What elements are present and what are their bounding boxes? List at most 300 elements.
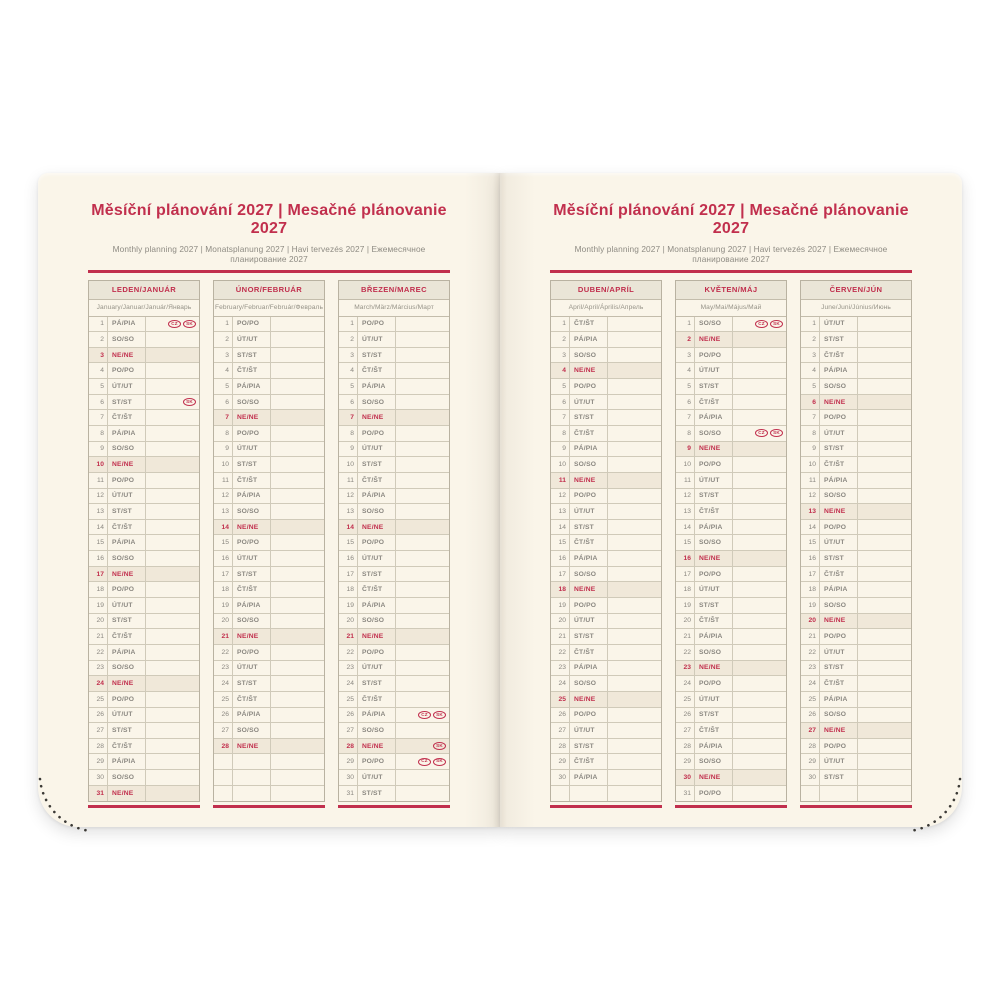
notes-cell — [608, 598, 661, 613]
notes-cell — [396, 426, 449, 441]
month-name: BŘEZEN/MAREC — [339, 281, 449, 300]
notes-cell — [733, 395, 786, 410]
calendar-row — [339, 332, 449, 348]
calendar-row — [801, 645, 911, 661]
calendar-row — [339, 770, 449, 786]
day-name: ÚT/UT — [820, 426, 858, 441]
notes-cell — [858, 614, 911, 629]
day-number: 27 — [551, 723, 570, 738]
calendar-row — [339, 582, 449, 598]
calendar-row — [214, 442, 324, 458]
notes-cell — [146, 645, 199, 660]
day-name: ÚT/UT — [820, 645, 858, 660]
calendar-row — [214, 614, 324, 630]
day-name: PÁ/PIA — [570, 661, 608, 676]
notes-cell — [733, 754, 786, 769]
day-number: 28 — [339, 739, 358, 754]
day-number: 21 — [339, 629, 358, 644]
day-name: NE/NE — [695, 770, 733, 785]
day-number: 15 — [214, 535, 233, 550]
notes-cell — [146, 582, 199, 597]
day-name: PO/PO — [695, 567, 733, 582]
day-number: 12 — [339, 489, 358, 504]
day-number: 8 — [801, 426, 820, 441]
day-number: 17 — [801, 567, 820, 582]
day-number: 22 — [551, 645, 570, 660]
calendar-row — [551, 535, 661, 551]
calendar-row — [214, 723, 324, 739]
calendar-row — [801, 661, 911, 677]
day-number: 18 — [801, 582, 820, 597]
notes-cell — [858, 442, 911, 457]
day-name: ÚT/UT — [108, 708, 146, 723]
notes-cell — [858, 551, 911, 566]
notes-cell — [733, 520, 786, 535]
calendar-row — [214, 754, 324, 770]
day-number: 7 — [551, 410, 570, 425]
day-name: PO/PO — [695, 348, 733, 363]
notes-cell — [146, 504, 199, 519]
calendar-row — [339, 473, 449, 489]
notes-cell — [858, 535, 911, 550]
day-number: 28 — [214, 739, 233, 754]
day-name: NE/NE — [108, 786, 146, 802]
notes-cell — [396, 520, 449, 535]
day-number: 29 — [339, 754, 358, 769]
day-number: 1 — [801, 317, 820, 332]
notes-cell — [271, 645, 324, 660]
day-name: ČT/ŠT — [820, 676, 858, 691]
notes-cell — [271, 457, 324, 472]
notes-cell — [608, 363, 661, 378]
day-name: NE/NE — [108, 348, 146, 363]
calendar-row — [339, 645, 449, 661]
calendar-row — [676, 317, 786, 333]
day-name: SO/SO — [358, 723, 396, 738]
day-name: ÚT/UT — [820, 535, 858, 550]
notes-cell — [858, 348, 911, 363]
calendar-row — [89, 723, 199, 739]
calendar-row — [339, 661, 449, 677]
day-number: 28 — [551, 739, 570, 754]
calendar-row — [551, 614, 661, 630]
day-number: 3 — [801, 348, 820, 363]
day-name: ST/ST — [358, 457, 396, 472]
notes-cell — [608, 692, 661, 707]
day-name: ÚT/UT — [358, 770, 396, 785]
notes-cell — [396, 692, 449, 707]
calendar-row — [676, 395, 786, 411]
day-number: 3 — [551, 348, 570, 363]
day-name — [820, 786, 858, 802]
calendar-row — [551, 317, 661, 333]
day-number: 16 — [801, 551, 820, 566]
day-name: SO/SO — [820, 379, 858, 394]
calendar-row — [339, 723, 449, 739]
calendar-row — [551, 551, 661, 567]
day-name: SO/SO — [820, 489, 858, 504]
day-name: NE/NE — [695, 442, 733, 457]
page-subtitle: Monthly planning 2027 | Monatsplanung 2027 | Havi tervezés 2027 | Ежемесячное планирование 2027 — [112, 244, 426, 264]
day-name: NE/NE — [233, 739, 271, 754]
notes-cell — [146, 786, 199, 802]
calendar-row — [676, 535, 786, 551]
day-name: ST/ST — [695, 598, 733, 613]
day-number: 7 — [801, 410, 820, 425]
day-number: 6 — [676, 395, 695, 410]
notes-cell — [396, 629, 449, 644]
day-number: 16 — [339, 551, 358, 566]
notes-cell — [271, 348, 324, 363]
notes-cell — [608, 379, 661, 394]
calendar-row — [339, 442, 449, 458]
calendar-row — [89, 582, 199, 598]
notes-cell — [396, 754, 449, 769]
day-number: 18 — [676, 582, 695, 597]
day-name: SO/SO — [695, 645, 733, 660]
calendar-row — [339, 504, 449, 520]
holiday-badge-cz-icon: CZ — [755, 429, 768, 437]
notes-cell — [733, 661, 786, 676]
day-number: 11 — [676, 473, 695, 488]
day-number: 4 — [214, 363, 233, 378]
calendar-row — [89, 551, 199, 567]
notes-cell — [608, 645, 661, 660]
day-number: 1 — [214, 317, 233, 332]
notes-cell — [146, 770, 199, 785]
day-name: ČT/ŠT — [570, 426, 608, 441]
day-name: ST/ST — [358, 786, 396, 802]
day-number: 14 — [801, 520, 820, 535]
calendar-row — [676, 582, 786, 598]
calendar-row — [339, 457, 449, 473]
calendar-row — [214, 786, 324, 802]
day-number: 5 — [676, 379, 695, 394]
day-number: 12 — [214, 489, 233, 504]
day-name: PÁ/PIA — [108, 535, 146, 550]
calendar-row — [801, 739, 911, 755]
month-languages: March/März/Március/Март — [339, 300, 449, 317]
notes-cell — [733, 489, 786, 504]
day-number: 9 — [339, 442, 358, 457]
day-name: ČT/ŠT — [570, 317, 608, 332]
calendar-row — [551, 567, 661, 583]
notes-cell — [271, 598, 324, 613]
day-number: 6 — [551, 395, 570, 410]
calendar-row — [339, 489, 449, 505]
calendar-row — [89, 770, 199, 786]
notes-cell — [396, 551, 449, 566]
calendar-row — [214, 489, 324, 505]
month-bottom-rule — [800, 805, 912, 808]
day-name — [233, 770, 271, 785]
day-number: 12 — [676, 489, 695, 504]
calendar-row — [801, 582, 911, 598]
day-name: PO/PO — [233, 317, 271, 332]
notes-cell — [608, 551, 661, 566]
day-name: SO/SO — [570, 457, 608, 472]
notes-cell — [146, 708, 199, 723]
calendar-row — [214, 317, 324, 333]
day-number: 14 — [676, 520, 695, 535]
day-name: PO/PO — [233, 645, 271, 660]
day-number: 29 — [551, 754, 570, 769]
day-number: 31 — [676, 786, 695, 802]
holiday-badge-sk-icon: SK — [433, 711, 446, 719]
calendar-row — [89, 661, 199, 677]
calendar-row — [214, 504, 324, 520]
notes-cell — [271, 770, 324, 785]
day-number: 12 — [551, 489, 570, 504]
day-number: 2 — [801, 332, 820, 347]
day-name: SO/SO — [108, 551, 146, 566]
calendar-row — [339, 317, 449, 333]
day-name: NE/NE — [108, 457, 146, 472]
day-name: PÁ/PIA — [695, 520, 733, 535]
day-number: 28 — [676, 739, 695, 754]
month-table-april — [550, 280, 662, 808]
day-name: SO/SO — [233, 395, 271, 410]
day-number: 5 — [801, 379, 820, 394]
notes-cell — [396, 723, 449, 738]
day-number: 17 — [214, 567, 233, 582]
holiday-badge-cz-icon: CZ — [418, 711, 431, 719]
day-number: 9 — [676, 442, 695, 457]
calendar-row — [801, 442, 911, 458]
day-number: 23 — [801, 661, 820, 676]
calendar-row — [551, 442, 661, 458]
day-number: 11 — [214, 473, 233, 488]
day-number: 23 — [89, 661, 108, 676]
day-name: PO/PO — [358, 317, 396, 332]
notes-cell — [396, 379, 449, 394]
day-name: ST/ST — [358, 676, 396, 691]
notes-cell — [733, 457, 786, 472]
day-number: 22 — [89, 645, 108, 660]
calendar-row — [89, 457, 199, 473]
day-number: 24 — [89, 676, 108, 691]
calendar-row — [214, 551, 324, 567]
day-number: 1 — [551, 317, 570, 332]
calendar-row — [801, 692, 911, 708]
day-name: NE/NE — [358, 629, 396, 644]
notes-cell — [271, 504, 324, 519]
notes-cell — [733, 598, 786, 613]
calendar-row — [676, 489, 786, 505]
day-number: 30 — [339, 770, 358, 785]
day-number: 21 — [89, 629, 108, 644]
day-name: PÁ/PIA — [820, 582, 858, 597]
notes-cell — [608, 504, 661, 519]
calendar-row — [676, 692, 786, 708]
day-number: 19 — [89, 598, 108, 613]
notes-cell — [733, 692, 786, 707]
calendar-row — [676, 379, 786, 395]
calendar-row — [551, 708, 661, 724]
day-name: ST/ST — [570, 739, 608, 754]
day-number: 24 — [339, 676, 358, 691]
calendar-row — [214, 520, 324, 536]
notes-cell — [146, 614, 199, 629]
notes-cell — [396, 504, 449, 519]
day-number: 9 — [214, 442, 233, 457]
calendar-row — [89, 567, 199, 583]
notes-cell — [271, 317, 324, 332]
day-name: ST/ST — [820, 661, 858, 676]
day-name: ČT/ŠT — [820, 457, 858, 472]
calendar-row — [89, 379, 199, 395]
day-number: 3 — [339, 348, 358, 363]
day-number: 21 — [801, 629, 820, 644]
calendar-row — [89, 708, 199, 724]
day-name: ČT/ŠT — [695, 723, 733, 738]
day-name: SO/SO — [233, 614, 271, 629]
calendar-row — [89, 598, 199, 614]
day-name: ČT/ŠT — [570, 645, 608, 660]
day-number: 9 — [551, 442, 570, 457]
day-name: SO/SO — [570, 676, 608, 691]
day-name: ST/ST — [820, 770, 858, 785]
calendar-row — [339, 567, 449, 583]
calendar-row — [89, 442, 199, 458]
day-name: SO/SO — [108, 442, 146, 457]
day-number: 22 — [676, 645, 695, 660]
day-name: PO/PO — [233, 426, 271, 441]
notes-cell — [733, 551, 786, 566]
calendar-row — [551, 395, 661, 411]
day-number: 14 — [214, 520, 233, 535]
day-number: 2 — [214, 332, 233, 347]
notes-cell — [858, 676, 911, 691]
calendar-row — [339, 379, 449, 395]
day-number: 6 — [801, 395, 820, 410]
day-name: PÁ/PIA — [695, 410, 733, 425]
day-number: 1 — [339, 317, 358, 332]
notes-cell — [271, 520, 324, 535]
day-number: 27 — [339, 723, 358, 738]
notes-cell — [271, 614, 324, 629]
calendar-row — [339, 551, 449, 567]
notes-cell — [396, 676, 449, 691]
day-name: NE/NE — [695, 661, 733, 676]
notes-cell — [146, 426, 199, 441]
day-name: SO/SO — [358, 614, 396, 629]
notes-cell — [271, 535, 324, 550]
day-name: ČT/ŠT — [820, 348, 858, 363]
day-number: 10 — [214, 457, 233, 472]
day-name: PÁ/PIA — [570, 332, 608, 347]
calendar-row — [801, 676, 911, 692]
page-subtitle: Monthly planning 2027 | Monatsplanung 2027 | Havi tervezés 2027 | Ежемесячное планирование 2027 — [574, 244, 888, 264]
planner-spread — [38, 173, 962, 827]
day-number: 19 — [214, 598, 233, 613]
day-number: 4 — [339, 363, 358, 378]
day-name: PÁ/PIA — [233, 379, 271, 394]
day-name: ST/ST — [358, 348, 396, 363]
day-name: ÚT/UT — [108, 598, 146, 613]
notes-cell — [271, 410, 324, 425]
calendar-row — [214, 426, 324, 442]
calendar-row — [339, 426, 449, 442]
day-name — [570, 786, 608, 802]
day-number: 7 — [89, 410, 108, 425]
day-name: ST/ST — [695, 708, 733, 723]
notes-cell — [146, 551, 199, 566]
day-number: 29 — [89, 754, 108, 769]
day-name: PÁ/PIA — [358, 489, 396, 504]
notes-cell — [271, 473, 324, 488]
notes-cell — [608, 426, 661, 441]
calendar-row — [801, 614, 911, 630]
calendar-row — [801, 348, 911, 364]
day-number: 10 — [89, 457, 108, 472]
calendar-row — [339, 739, 449, 755]
notes-cell — [396, 661, 449, 676]
notes-cell — [271, 363, 324, 378]
day-name: ST/ST — [233, 676, 271, 691]
calendar-row — [339, 535, 449, 551]
day-name: ČT/ŠT — [358, 363, 396, 378]
calendar-row — [676, 645, 786, 661]
calendar-row — [89, 739, 199, 755]
day-number: 26 — [214, 708, 233, 723]
calendar-row — [214, 598, 324, 614]
notes-cell — [396, 645, 449, 660]
notes-cell — [733, 645, 786, 660]
day-name: SO/SO — [108, 661, 146, 676]
notes-cell — [271, 551, 324, 566]
notes-cell — [271, 739, 324, 754]
day-number — [801, 786, 820, 802]
calendar-row — [214, 457, 324, 473]
month-table-february — [213, 280, 325, 808]
calendar-row — [214, 770, 324, 786]
notes-cell — [396, 535, 449, 550]
notes-cell — [608, 442, 661, 457]
day-number: 18 — [89, 582, 108, 597]
day-name: ST/ST — [233, 457, 271, 472]
day-number: 3 — [89, 348, 108, 363]
calendar-row — [676, 457, 786, 473]
day-number: 8 — [339, 426, 358, 441]
day-name: PO/PO — [695, 676, 733, 691]
day-name: NE/NE — [695, 551, 733, 566]
day-name: SO/SO — [233, 504, 271, 519]
day-name: ST/ST — [820, 442, 858, 457]
day-number: 17 — [676, 567, 695, 582]
calendar-row — [676, 348, 786, 364]
calendar-row — [551, 754, 661, 770]
month-table-january — [88, 280, 200, 808]
day-number: 17 — [339, 567, 358, 582]
day-number: 22 — [339, 645, 358, 660]
day-name: SO/SO — [358, 395, 396, 410]
notes-cell — [858, 567, 911, 582]
calendar-row — [551, 348, 661, 364]
calendar-row — [89, 629, 199, 645]
day-number: 15 — [339, 535, 358, 550]
calendar-row — [214, 473, 324, 489]
day-name: SO/SO — [108, 332, 146, 347]
day-name: ČT/ŠT — [358, 473, 396, 488]
day-name: PÁ/PIA — [695, 739, 733, 754]
calendar-row — [89, 754, 199, 770]
notes-cell — [733, 317, 786, 332]
left-page — [38, 173, 500, 827]
day-name: NE/NE — [358, 739, 396, 754]
calendar-row — [676, 520, 786, 536]
day-number: 13 — [214, 504, 233, 519]
